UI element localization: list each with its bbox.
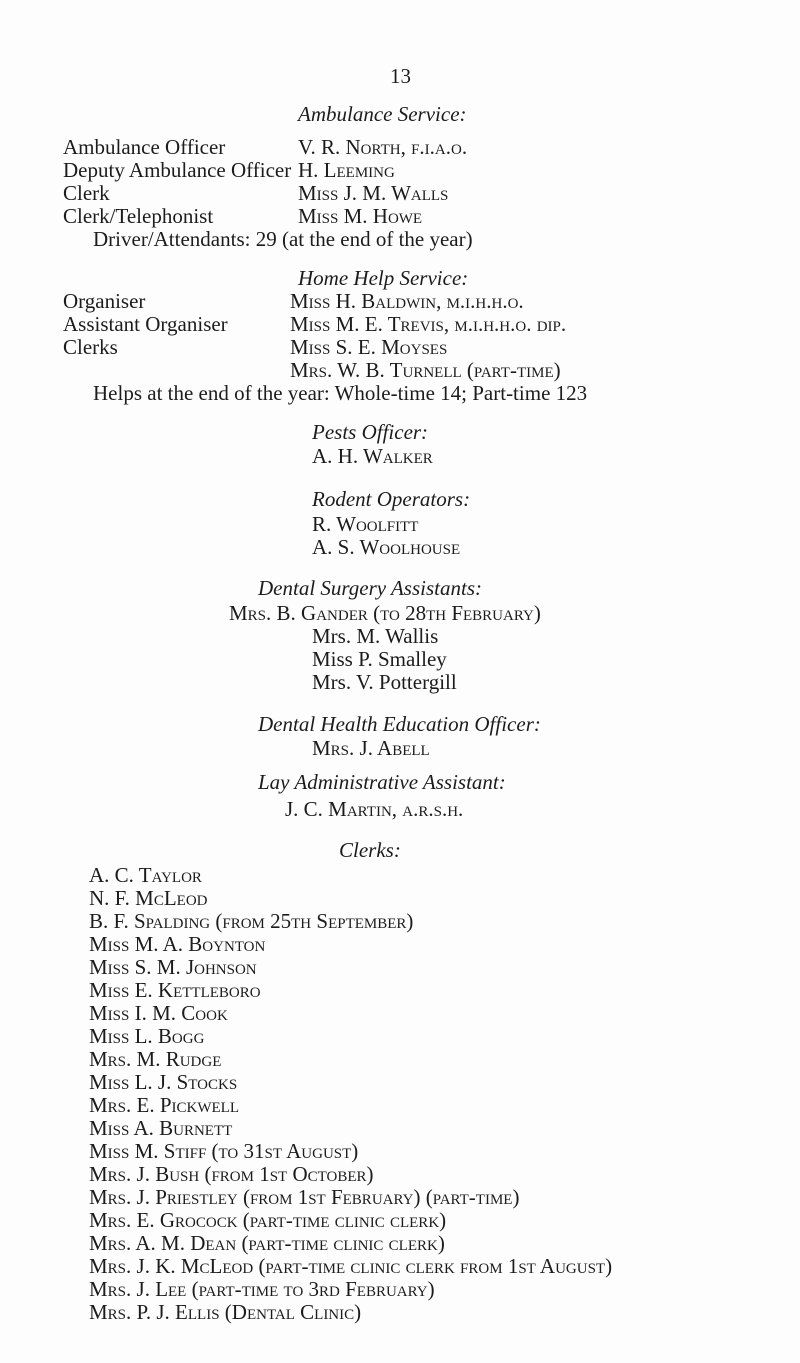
dental-surgery-name: Mrs. M. Wallis [312, 624, 439, 648]
home-help-value: Miss H. Baldwin, m.i.h.h.o. [290, 289, 524, 313]
clerk-name: Mrs. E. Pickwell [89, 1093, 240, 1117]
ambulance-label: Ambulance Officer [63, 135, 226, 159]
pests-name: A. H. Walker [312, 444, 433, 468]
home-help-value: Miss M. E. Trevis, m.i.h.h.o. dip. [290, 312, 567, 336]
clerk-name: Mrs. J. Lee (part-time to 3rd February) [89, 1277, 435, 1301]
dental-surgery-name: Miss P. Smalley [312, 647, 447, 671]
clerk-name: Miss E. Kettleboro [89, 978, 261, 1002]
clerk-name: Miss L. J. Stocks [89, 1070, 238, 1094]
dental-surgery-heading: Dental Surgery Assistants: [258, 576, 482, 600]
clerk-name: Miss A. Burnett [89, 1116, 233, 1140]
rodent-name: A. S. Woolhouse [312, 535, 461, 559]
clerk-name: Mrs. J. K. McLeod (part-time clinic clerk from 1st August) [89, 1254, 613, 1278]
clerk-name: Miss L. Bogg [89, 1024, 205, 1048]
clerk-name: B. F. Spalding (from 25th September) [89, 909, 414, 933]
dental-health-heading: Dental Health Education Officer: [258, 712, 541, 736]
dental-health-name: Mrs. J. Abell [312, 736, 430, 760]
clerk-name: Mrs. P. J. Ellis (Dental Clinic) [89, 1300, 362, 1324]
driver-attendants: Driver/Attendants: 29 (at the end of the year) [93, 227, 473, 251]
rodent-heading: Rodent Operators: [312, 487, 471, 511]
clerk-name: Miss M. Stiff (to 31st August) [89, 1139, 359, 1163]
clerk-name: Mrs. J. Bush (from 1st October) [89, 1162, 374, 1186]
page-number: 13 [390, 64, 411, 88]
ambulance-value: V. R. North, f.i.a.o. [298, 135, 468, 159]
clerk-name: Mrs. M. Rudge [89, 1047, 222, 1071]
clerk-name: Miss M. A. Boynton [89, 932, 266, 956]
home-help-value: Mrs. W. B. Turnell (part-time) [290, 358, 561, 382]
clerk-name: Mrs. A. M. Dean (part-time clinic clerk) [89, 1231, 445, 1255]
clerk-name: A. C. Taylor [89, 863, 202, 887]
home-help-value: Miss S. E. Moyses [290, 335, 448, 359]
ambulance-value: Miss M. Howe [298, 204, 423, 228]
home-help-label: Clerks [63, 335, 118, 359]
ambulance-value: Miss J. M. Walls [298, 181, 449, 205]
home-help-label: Assistant Organiser [63, 312, 228, 336]
clerk-name: Mrs. J. Priestley (from 1st February) (part-time) [89, 1185, 520, 1209]
home-help-label: Organiser [63, 289, 146, 313]
home-help-heading: Home Help Service: [298, 266, 469, 290]
ambulance-heading: Ambulance Service: [298, 102, 467, 126]
clerks-heading: Clerks: [339, 838, 401, 862]
clerk-name: Miss I. M. Cook [89, 1001, 228, 1025]
ambulance-value: H. Leeming [298, 158, 395, 182]
clerk-name: N. F. McLeod [89, 886, 208, 910]
ambulance-label: Clerk [63, 181, 110, 205]
clerk-name: Miss S. M. Johnson [89, 955, 257, 979]
ambulance-label: Deputy Ambulance Officer [63, 158, 292, 182]
pests-heading: Pests Officer: [312, 420, 429, 444]
clerk-name: Mrs. E. Grocock (part-time clinic clerk) [89, 1208, 447, 1232]
dental-surgery-name: Mrs. B. Gander (to 28th February) [229, 601, 541, 625]
lay-admin-heading: Lay Administrative Assistant: [258, 770, 506, 794]
lay-admin-name: J. C. Martin, a.r.s.h. [285, 797, 464, 821]
rodent-name: R. Woolfitt [312, 512, 419, 536]
ambulance-label: Clerk/Telephonist [63, 204, 214, 228]
helps-count: Helps at the end of the year: Whole-time 14; Part-time 123 [93, 381, 588, 405]
dental-surgery-name: Mrs. V. Pottergill [312, 670, 457, 694]
